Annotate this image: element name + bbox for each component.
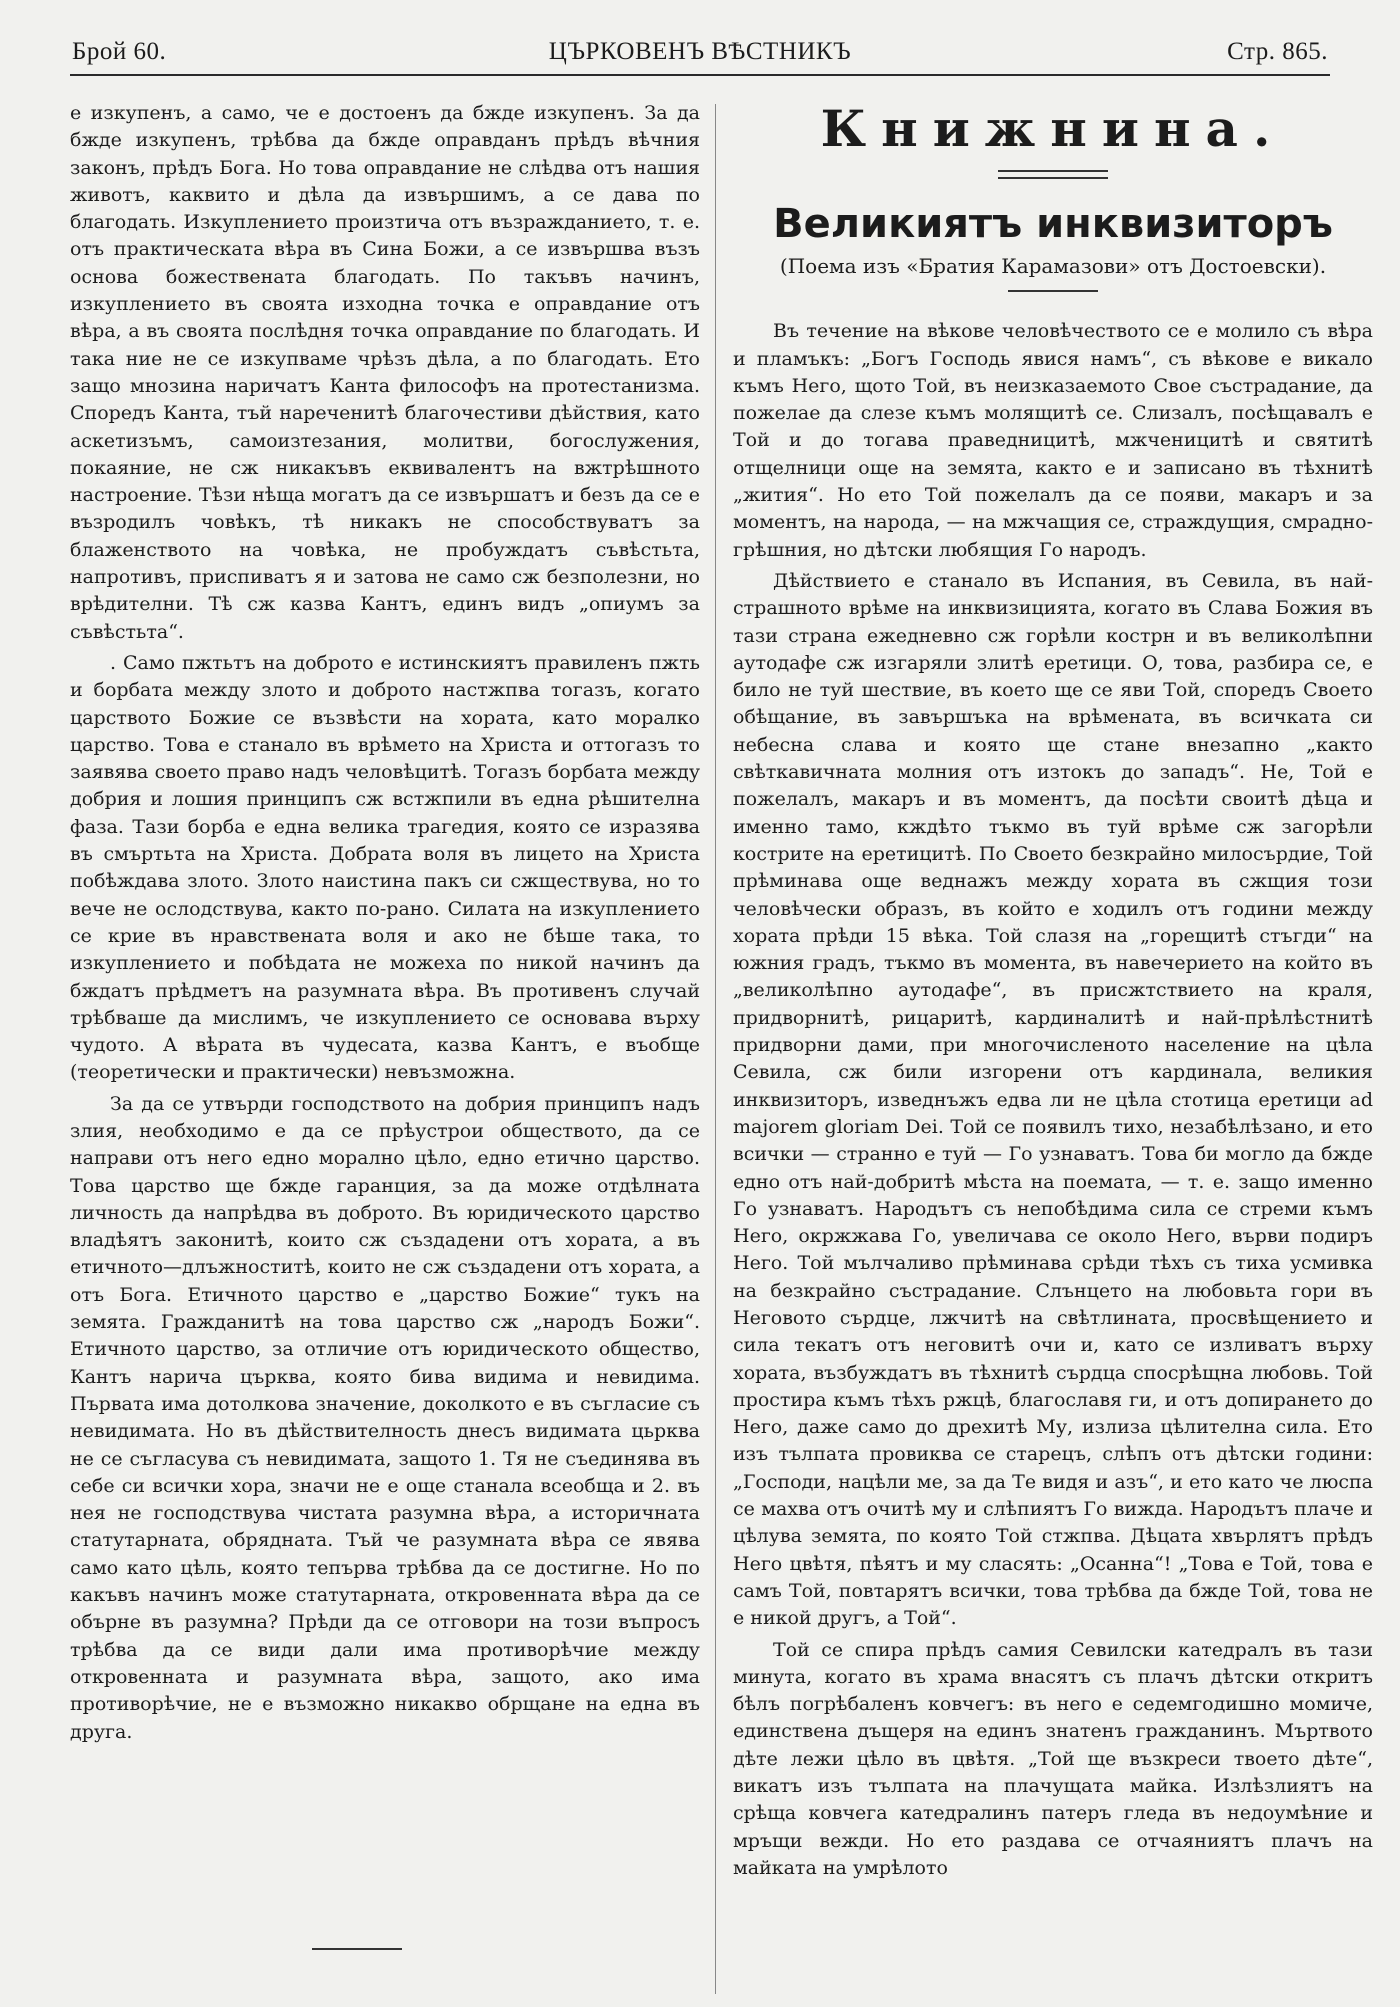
section-title: Книжнина. — [820, 99, 1286, 158]
issue-number: Брой 60. — [72, 38, 167, 65]
left-paragraph-1: е изкупенъ, а само, че е достоенъ да бжде изкупенъ. За да бжде изкупенъ, трѣбва да бжде оправданъ прѣдъ вѣчния законъ, прѣдъ Бога. Но това оправдание не слѣдва отъ нашия животъ, каквито и дѣла да извършимъ, а се дава по благодать. Изкуплението произтича отъ възражданието, т. е. отъ практическата вѣра въ Сина Божи, а се извършва възъ основа божествената благодать. По такъвъ начинъ, изкуплението въ своята изходна точка е оправдание отъ вѣра, а въ своята послѣдня точка оправдание по благодать. И така ние не се изкупваме чрѣзъ дѣла, а по благодать. Ето защо мнозина наричатъ Канта философъ на протестанизма. Споредъ Канта, тъй нареченитѣ благочестиви дѣйствия, като аскетизъмъ, самоизтезания, молитви, богослужения, покаяние, не сж никакъвъ еквивалентъ на вжтрѣшното настроение. Тѣзи нѣща могатъ да се извършатъ и безъ да се е възродилъ човѣкъ, тѣ никакъ не способствуватъ за блаженството на човѣка, не пробуждатъ съвѣстьта, напротивъ, приспиватъ я и затова не само сж безполезни, но врѣдителни. Тѣ сж казва Кантъ, единъ видъ „опиумъ за съвѣстьта“. — [70, 102, 700, 643]
page-header — [70, 34, 1330, 76]
left-paragraph-3: За да се утвърди господството на добрия принципъ надъ злия, необходимо е да се прѣустрои обществото, да се направи отъ него едно морално цѣло, едно етично царство. Това царство ще бжде гаранция, за да може отдѣлната личность да напрѣдва въ доброто. Въ юридическото царство владѣятъ законитѣ, които сж създадени отъ хората, а въ етичното—длъжноститѣ, които не сж създадени отъ хората, а отъ Бога. Етичното царство е „царство Божие“ тукъ на земята. Гражданитѣ на това царство сж „народъ Божи“. Етичното царство, за отличие отъ юридическото общество, Кантъ нарича църква, която бива видима и невидима. Първата има дотолкова значение, доколкото е въ съгласие съ невидимата. Но въ дѣйствителность днесъ видимата цьрква не се съгласува съ невидимата, защото 1. Тя не съединява въ себе си всички хора, значи не е още станала всеобща и 2. въ нея не господствува чистата разумна вѣра, а историчната статутарната, обрядната. Тъй че разумната вѣра се явява само като цѣль, която тепърва трѣбва да се достигне. Но по какъвъ начинъ може статутарната, откровенната вѣра да се обърне въ разумна? Прѣди да се отговори на този въпросъ трѣбва да се види дали има противорѣчие между откровенната и разумната вѣра, защото, ако има противорѣчие, не е възможно никакво обрщане на една въ друга. — [70, 1092, 700, 1743]
right-column — [733, 100, 1373, 1882]
right-paragraph-2: Дѣйствието е станало въ Испания, въ Севила, въ най-страшното врѣме на инквизицията, когато въ Слава Божия въ тази страна ежедневно сж горѣли кострн и въ великолѣпни аутодафе сж изгаряли злитѣ еретици. О, това, разбира се, е било не туй шествие, въ което ще се яви Той, споредъ Своето обѣщание, въ завършъка на врѣмената, въ всичката си небесна слава и която ще стане внезапно „както свѣткавичната молния отъ изтокъ до западъ“. Не, Той е пожелалъ, макаръ и въ моментъ, да посѣти своитѣ дѣца и именно тамо, кждѣто тъкмо въ туй врѣме сж загорѣли кострите на еретицитѣ. По Своето безкрайно милосърдие, Той прѣминава още веднажъ между хората въ сжщия този человѣчески образъ, въ който е ходилъ отъ години между хората прѣди 15 вѣка. Той слазя на „горещитѣ стъгди“ на южния градъ, тъкмо въ момента, въ навечерието на който въ „великолѣпно аутодафе“, въ присжтствието на краля, придворнитѣ, рицаритѣ, кардиналитѣ и най-прѣлѣстнитѣ придворни дами, при многочисленото население на цѣла Севила, сж били изгорени отъ кардинала, великия инквизиторъ, изведнъжъ едва ли не цѣла стотица еретици ad majorem gloriam Dei. Той се появилъ тихо, незабѣлѣзано, и ето всички — странно е туй — Го узнаватъ. Това би могло да бжде едно отъ най-добритѣ мѣста на поемата, — т. е. защо именно Го узнаватъ. Народътъ съ непобѣдима сила се стреми къмъ Него, окржжава Го, увеличава се около Него, върви подиръ Него. Той мълчаливо прѣминава срѣди тѣхъ съ тиха усмивка на безкрайно състрадание. Слънцето на любовьта гори въ Неговото сърдце, лжчитѣ на свѣтлината, просвѣщението и сила текатъ отъ неговитѣ очи и, като се изливатъ върху хората, възбуждатъ въ тѣхнитѣ сърдца спосрѣщна любовь. Той простира къмъ тѣхъ ржцѣ, благославя ги, и отъ допирането до Него, даже само до дрехитѣ Му, излиза цѣлителна сила. Ето изъ тълпата провиква се старецъ, слѣпъ отъ дѣтски години: „Господи, нацѣли ме, за да Те видя и азъ“, и ето като че люспа се махва отъ очитѣ му и слѣпиятъ Го вижда. Народътъ плаче и цѣлува земята, по която Той стжпва. Дѣцата хвърлятъ прѣдъ Него цвѣтя, пѣятъ и му сласять: „Осанна“! „Това е Той, това е самъ Той, повтарятъ всички, това трѣбва да бжде Той, това не е никой другъ, а Той“. — [733, 569, 1373, 1630]
right-paragraph-3: Той се спира прѣдъ самия Севилски катедралъ въ тази минута, когато въ храма внасятъ съ плачъ дѣтски откритъ бѣлъ погрѣбаленъ ковчегъ: въ него е седемгодишно момиче, единствена дъщеря на единъ знатенъ гражданинъ. Мъртвото дѣте лежи цѣло въ цвѣтя. „Той ще възкреси твоето дѣте“, викатъ изъ тълпата на плачущата майка. Излѣзлиятъ на срѣща ковчега катедралинъ патеръ глeда въ недоумѣние и мръщи вежди. Но ето раздава се отчаяниятъ плачъ на майката на умрѣлото — [733, 1638, 1373, 1879]
column-divider — [715, 104, 716, 1994]
section-rule — [998, 170, 1108, 179]
newspaper-title: ЦЪРКОВЕНЪ ВѢСТНИКЪ — [548, 38, 852, 65]
left-column — [70, 100, 700, 1746]
left-paragraph-2: . Само пжтьтъ на доброто е истинскиятъ правиленъ пжть и борбата между злото и доброто настжпва тогазъ, когато царството Божие се възвѣсти на хората, като моралко царство. Това е станало въ врѣмето на Христа и оттогазъ то заявява своето право надъ человѣцитѣ. Тогазъ борбата между добрия и лошия принципъ сж встжпили въ една рѣшителна фаза. Тази борба е една велика трагедия, която се изразява въ смъртьта на Христа. Добрата воля въ лицето на Христа побѣждава злото. Злото наистина пакъ си сжществува, но то вече не ослодствува, както по-рано. Силата на изкуплението се крие въ нравствената воля и ако не бѣше така, то изкуплението и побѣдата не можеха по никой начинъ да бждатъ прѣдметъ на разумната вѣра. Въ противенъ случай трѣбваше да мислимъ, че изкуплението се основава върху чудото. А вѣрата въ чудесата, казва Кантъ, е въобще (теоретически и практически) невъзможна. — [70, 651, 700, 1084]
page-number: Стр. 865. — [1227, 38, 1328, 65]
article-title: Великиятъ инквизиторъ — [773, 201, 1333, 247]
article-end-rule — [312, 1948, 402, 1950]
title-rule — [1008, 290, 1098, 292]
right-paragraph-1: Въ течение на вѣкове человѣчеството се е молило съ вѣра и пламъкъ: „Богъ Господь явися намъ“, съ вѣкове е викало къмъ Него, щото Той, въ неизказаемото Свое състрадание, да пожелае да слезе къмъ молящитѣ се. Слизалъ, посѣщавалъ е Той и до тогава праведницитѣ, мжченицитѣ и святитѣ отщелници още на земята, както е и записано въ тѣхнитѣ „жития“. Но ето Той пожелалъ да се появи, макаръ и за моментъ, на народа, — на мжчащия се, страждущия, смрадно-грѣшния, но дѣтски любящия Го народъ. — [733, 320, 1373, 561]
article-subtitle: (Поема изъ «Братия Карамазови» отъ Достоевски). — [779, 254, 1327, 278]
